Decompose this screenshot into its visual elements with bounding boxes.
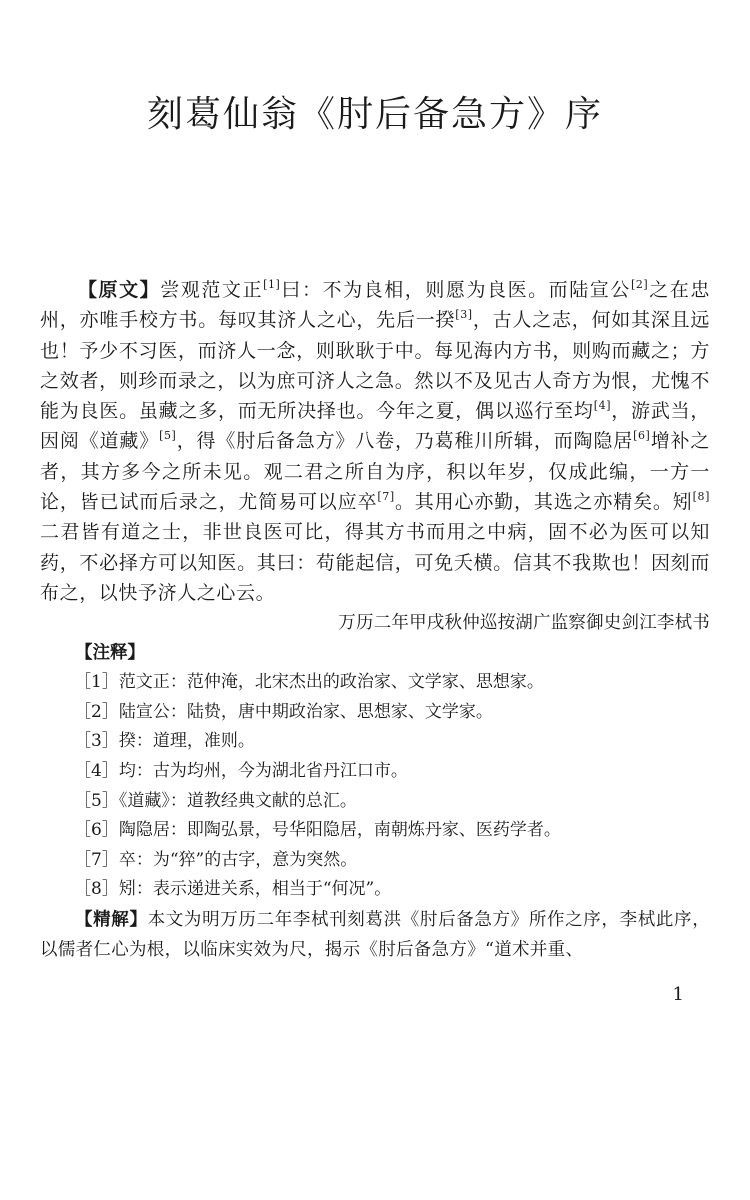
page-body bbox=[40, 275, 710, 965]
note-ref: [7] bbox=[377, 490, 395, 504]
signature: 万历二年甲戌秋仲巡按湖广监察御史剑江李栻书 bbox=[338, 613, 710, 634]
annotation-item: ［1］范文正：范仲淹，北宋杰出的政治家、文学家、思想家。 bbox=[74, 672, 544, 693]
original-segment: 之在忠州，亦唯手校方书。每叹其济人之心，先后一揆 bbox=[40, 279, 711, 332]
annotation-item: ［8］矧：表示递进关系，相当于“何况”。 bbox=[74, 879, 392, 900]
original-segment: 尝观范文正 bbox=[160, 279, 264, 301]
annotation-item: ［6］陶隐居：即陶弘景，号华阳隐居，南朝炼丹家、医药学者。 bbox=[74, 820, 561, 841]
original-segment: 曰：不为良相，则愿为良医。而陆宣公 bbox=[280, 279, 631, 301]
annotation-item: ［4］均：古为均州，今为湖北省丹江口市。 bbox=[74, 761, 408, 782]
note-ref: [5] bbox=[159, 429, 177, 443]
original-segment: 二君皆有道之士，非世良医可比，得其方书而用之中病，固不必为医可以知药，不必择方可以知医。其曰：苟能起信，可免夭横。信其不我欺也！因刻而布之，以快予济人之心云。 bbox=[40, 521, 710, 604]
original-segment: 。其用心亦勤，其选之亦精矣。矧 bbox=[394, 491, 693, 514]
annotation-item: ［5］《道藏》：道教经典文献的总汇。 bbox=[74, 790, 357, 811]
analysis-body: 本文为明万历二年李栻刊刻葛洪《肘后备急方》所作之序，李栻此序，以儒者仁心为根，以临床实效为尺，揭示《肘后备急方》“道术并重、 bbox=[40, 910, 710, 961]
original-segment: ，得《肘后备急方》八卷，乃葛稚川所辑，而陶隐居 bbox=[176, 430, 634, 453]
note-ref: [2] bbox=[630, 278, 649, 291]
original-segment: 增补之者，其方多今之所未见。观二君之所自为序，积以年岁，仅成此编，一方一论，皆已试而后录之，尤简易可以应卒 bbox=[40, 430, 710, 514]
annotation-list bbox=[40, 668, 710, 905]
note-ref: [1] bbox=[263, 278, 281, 291]
note-ref: [4] bbox=[593, 399, 612, 413]
original-text bbox=[40, 275, 710, 608]
page-number: 1 bbox=[672, 984, 684, 1005]
original-segment: ，古人之志，何如其深且远也！予少不习医，而济人一念，则耿耿于中。每见海内方书，则购而藏之；方之效者，则珍而录之，以为庶可济人之急。然以不及见古人奇方为恨，尤愧不能为良医。虽藏之多，而无所决择也。今年之夏，偶以巡行至均 bbox=[40, 309, 710, 423]
annotation-item: ［3］揆：道理，准则。 bbox=[74, 731, 255, 752]
note-ref: [6] bbox=[633, 429, 651, 443]
page-title: 刻葛仙翁《肘后备急方》序 bbox=[146, 94, 603, 135]
original-label: 【原文】 bbox=[78, 279, 161, 301]
note-ref: [3] bbox=[455, 308, 473, 322]
original-segment: ，游武当，因阅《道藏》 bbox=[40, 400, 710, 453]
analysis-text bbox=[40, 905, 710, 965]
annotations-heading: 【注释】 bbox=[75, 643, 145, 664]
annotation-item: ［2］陆宣公：陆贽，唐中期政治家、思想家、文学家。 bbox=[74, 701, 493, 722]
analysis-label: 【精解】 bbox=[75, 910, 148, 931]
annotation-item: ［7］卒：为“猝”的古字，意为突然。 bbox=[74, 849, 358, 870]
note-ref: [8] bbox=[692, 490, 710, 504]
